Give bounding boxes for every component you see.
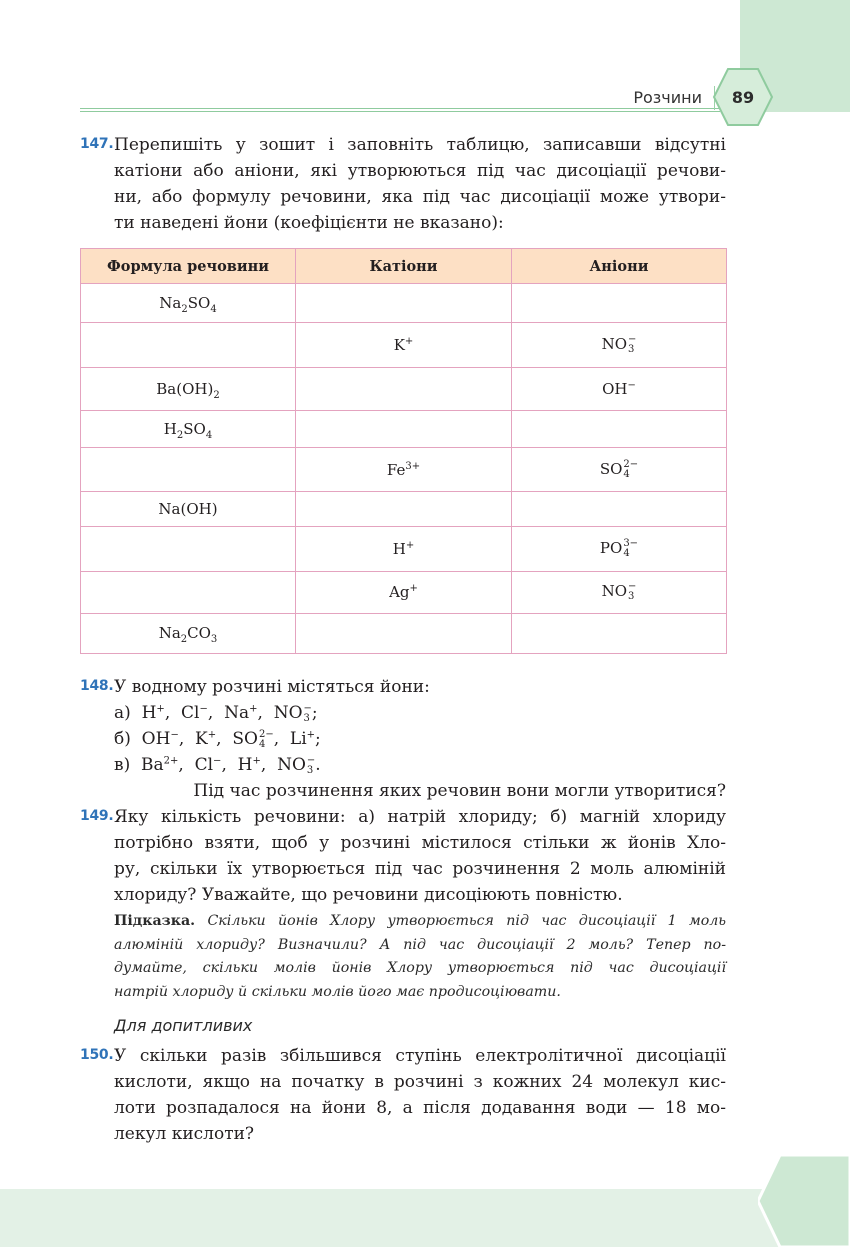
- anion-cell: [512, 571, 727, 613]
- formula-cell: [81, 447, 296, 491]
- formula-cell: [81, 284, 296, 323]
- anion: SO 2− 4: [599, 458, 639, 480]
- bottom-band: [0, 1189, 850, 1247]
- page-number: 89: [731, 88, 755, 107]
- text-line: Перепишіть у зошит і заповніть таблицю, записавши відсутні: [114, 135, 726, 155]
- cation: H+: [392, 539, 415, 558]
- formula-cell: [81, 323, 296, 367]
- text-line: Яку кількість речовини: а) натрій хлориду; б) магній хлориду: [114, 807, 726, 827]
- anion-cell: [512, 447, 727, 491]
- list-item-c: в) $Ba^{2+}$, Cl−, H+, NO − 3 .: [114, 754, 321, 776]
- table-row: [81, 447, 727, 491]
- section-title: Розчини: [633, 88, 702, 107]
- hint-line: натрій хлориду й скільки молів його має продисоціювати.: [114, 983, 561, 1000]
- formula: $Na_2SO_4$: [159, 294, 217, 316]
- anion-cell: [512, 367, 727, 410]
- cation-cell: [296, 492, 512, 527]
- text-line: ру, скільки їх утворюється під час розчинення 2 моль алюміній: [114, 859, 726, 879]
- table-row: [81, 613, 727, 653]
- anion-cell: [512, 613, 727, 653]
- formula-cell: [81, 527, 296, 571]
- anion-cell: [512, 410, 727, 447]
- text-line: лекул кислоти?: [114, 1124, 255, 1144]
- exercise-number: 147.: [80, 136, 114, 152]
- text-line: ни, або формулу речовини, яка під час дисоціації може утвори-: [114, 187, 726, 207]
- formula-cell: [81, 613, 296, 653]
- header-rule: [80, 108, 720, 109]
- section-heading: Для допитливих: [114, 1016, 253, 1035]
- ions-table: [80, 248, 727, 654]
- anion-cell: [512, 323, 727, 367]
- text-line: лоти розпадалося на йони 8, а після додавання води — 18 мо-: [114, 1098, 726, 1118]
- hint-line: [114, 910, 726, 934]
- anion: NO − 3: [601, 333, 637, 355]
- list-item-b: б) OH−, K+, SO 2− 4 , Li+;: [114, 728, 321, 750]
- hint-label: Підказка.: [114, 913, 196, 929]
- table-row: [81, 492, 727, 527]
- table-row: [81, 527, 727, 571]
- cation: Ag+: [389, 583, 418, 602]
- text-line: кислоти, якщо на початку в розчині з кожних 24 молекул кис-: [114, 1072, 726, 1092]
- cation-cell: [296, 613, 512, 653]
- formula-cell: [81, 571, 296, 613]
- exercise-148-text: [114, 674, 726, 804]
- corner-hexagon-decoration: [758, 1155, 850, 1247]
- list-item-a: а) H+, Cl−, Na+, NO − 3 ;: [114, 702, 318, 724]
- formula-cell: [81, 410, 296, 447]
- anion-cell: [512, 492, 727, 527]
- anion: OH−: [602, 379, 636, 398]
- anion-cell: [512, 527, 727, 571]
- formula: $H_2SO_4$: [163, 419, 213, 441]
- table-row: [81, 284, 727, 323]
- exercise-150-text: [114, 1043, 726, 1147]
- formula: $Ba(OH)_2$: [156, 379, 220, 401]
- column-header: Аніони: [512, 249, 727, 284]
- formula-cell: [81, 367, 296, 410]
- text-line: потрібно взяти, щоб у розчині містилося стільки ж йонів Хло-: [114, 833, 726, 853]
- exercise-149-text: [114, 804, 726, 908]
- exercise-147-text: [114, 132, 726, 236]
- formula-cell: [81, 492, 296, 527]
- hint-text: Скільки йонів Хлору утворюється під час дисоціації 1 моль: [207, 913, 727, 929]
- item-label: в): [114, 755, 131, 775]
- table-row: [81, 571, 727, 613]
- hint-line: алюміній хлориду? Визначили? А під час дисоціації 2 моль? Тепер по-: [114, 936, 726, 953]
- hint-box: [114, 910, 726, 1004]
- exercise-number: 150.: [80, 1047, 114, 1063]
- table-row: [81, 410, 727, 447]
- item-label: а): [114, 703, 131, 723]
- item-label: б): [114, 729, 131, 749]
- cation-cell: [296, 284, 512, 323]
- exercise-number: 148.: [80, 678, 114, 694]
- cation: $Fe^{3+}$: [386, 460, 421, 479]
- cation-cell: [296, 571, 512, 613]
- table-header-row: [81, 249, 727, 284]
- anion-cell: [512, 284, 727, 323]
- cation: K+: [393, 335, 414, 354]
- column-header: Катіони: [296, 249, 512, 284]
- text-line: хлориду? Уважайте, що речовини дисоціюють повністю.: [114, 885, 623, 905]
- anion: PO 3− 4: [599, 537, 639, 559]
- formula: $Na_2CO_3$: [158, 624, 218, 646]
- header-rule: [80, 111, 720, 112]
- cation-cell: [296, 447, 512, 491]
- cation-cell: [296, 527, 512, 571]
- text-line: ти наведені йони (коефіцієнти не вказано):: [114, 213, 504, 233]
- text-line: У водному розчині містяться йони:: [114, 677, 430, 697]
- formula: Na(OH): [158, 500, 218, 519]
- cation-cell: [296, 323, 512, 367]
- table-row: [81, 323, 727, 367]
- text-line: Під час розчинення яких речовин вони могли утворитися?: [193, 781, 726, 801]
- cation-cell: [296, 367, 512, 410]
- text-line: У скільки разів збільшився ступінь електролітичної дисоціації: [114, 1046, 726, 1066]
- anion: NO − 3: [601, 581, 637, 603]
- table-row: [81, 367, 727, 410]
- cation-cell: [296, 410, 512, 447]
- hint-line: думайте, скільки молів йонів Хлору утворюється під час дисоціації: [114, 960, 726, 976]
- exercise-number: 149.: [80, 808, 114, 824]
- text-line: катіони або аніони, які утворюються під час дисоціації речови-: [114, 161, 726, 181]
- column-header: Формула речовини: [81, 249, 296, 284]
